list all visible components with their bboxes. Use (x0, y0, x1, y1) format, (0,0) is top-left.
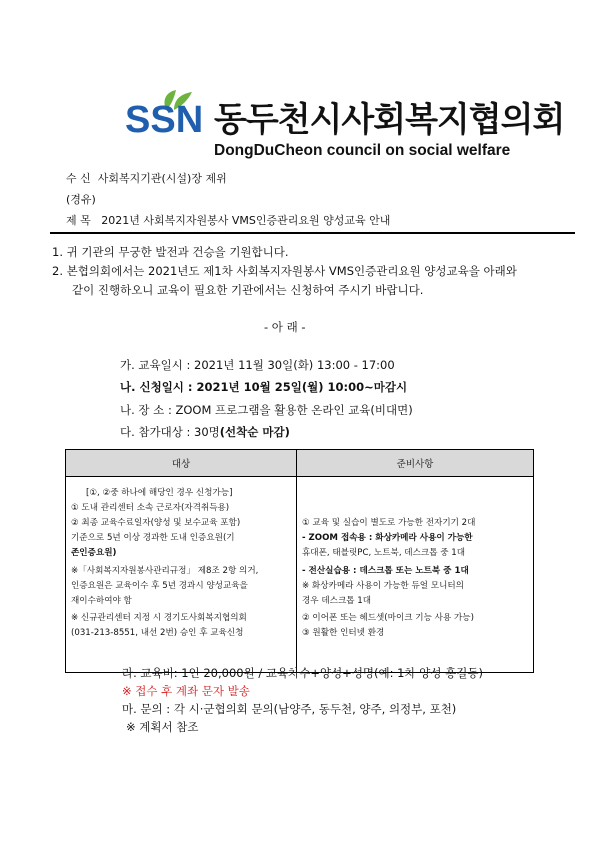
item-da-bold: (선착순 마감) (219, 425, 290, 439)
subject-value: 2021년 사회복지자원봉사 VMS인증관리요원 양성교육 안내 (101, 214, 391, 227)
target-line: ※「사회복지자원봉사관리규정」 제8조 2항 의거, (71, 566, 259, 576)
item-na-place: 나. 장 소 : ZOOM 프로그램을 활용한 온라인 교육(비대면) (120, 403, 413, 417)
requirements-table (65, 449, 534, 673)
via-row: (경유) (66, 193, 96, 206)
item-ra-note: ※ 접수 후 계좌 문자 발송 (122, 684, 250, 698)
recipient-label: 수 신 (66, 172, 91, 185)
item-na-apply: 나. 신청일시 : 2021년 10월 25일(월) 10:00~마감시 (120, 380, 408, 394)
target-line: 재이수하여야 함 (71, 596, 132, 606)
preparation-line: ② 이어폰 또는 헤드셋(마이크 기능 사용 가능) (302, 613, 474, 623)
paragraph-2-line-1: 2. 본협의회에서는 2021년도 제1차 사회복지자원봉사 VMS인증관리요원 양성교육을 아래와 (52, 264, 517, 278)
subject-label: 제 목 (66, 214, 91, 227)
target-line: ① 도내 관리센터 소속 근로자(자격취득용) (71, 503, 230, 513)
preparation-line: ※ 화상카메라 사용이 가능한 듀얼 모니터의 (302, 581, 464, 591)
logo-english-name: DongDuCheon council on social welfare (214, 142, 511, 159)
preparation-line: ③ 원활한 인터넷 환경 (302, 628, 385, 638)
preparation-line: ① 교육 및 실습이 별도로 가능한 전자기기 2대 (302, 518, 476, 528)
target-line: (031-213-8551, 내선 2번) 승인 후 교육신청 (71, 628, 244, 638)
paragraph-1: 1. 귀 기관의 무궁한 발전과 건승을 기원합니다. (52, 245, 289, 259)
header-divider (50, 232, 575, 234)
preparation-cell (297, 477, 534, 673)
item-ga: 가. 교육일시 : 2021년 11월 30일(화) 13:00 - 17:00 (120, 358, 395, 372)
target-line: 인증요원은 교육이수 후 5년 경과시 양성교육을 (71, 581, 248, 591)
logo-org-name: 동두천시사회복지협의회 (214, 100, 565, 140)
target-line: ※ 신규관리센터 지정 시 경기도사회복지협의회 (71, 613, 247, 623)
target-line: 기준으로 5년 이상 경과한 도내 인증요원(기 (71, 533, 235, 543)
subject-row (66, 214, 390, 228)
col-header-preparation: 준비사항 (297, 450, 534, 477)
paragraph-2-line-2: 같이 진행하오니 교육이 필요한 기관에서는 신청하여 주시기 바랍니다. (72, 283, 424, 297)
preparation-line: - 전산실습용 : 데스크톱 또는 노트북 중 1대 (302, 566, 469, 576)
recipient-row (66, 172, 227, 186)
item-da (120, 425, 290, 440)
preparation-line: 경우 데스크톱 1대 (302, 596, 372, 606)
item-ma: 마. 문의 : 각 시·군협의회 문의(남양주, 동두천, 양주, 의정부, 포천) (122, 702, 457, 716)
target-line: 존인증요원) (71, 548, 117, 558)
target-cell (66, 477, 297, 673)
recipient-value: 사회복지기관(시설)장 제위 (97, 172, 227, 185)
item-da-prefix: 다. 참가대상 : 30명 (120, 425, 220, 439)
preparation-line: - ZOOM 접속용 : 화상카메라 사용이 가능한 (302, 533, 473, 543)
target-line: [①, ②중 하나에 해당인 경우 신청가능] (86, 488, 233, 498)
preparation-line: 휴대폰, 태블릿PC, 노트북, 데스크톱 중 1대 (302, 548, 466, 558)
target-line: ② 최종 교육수료일자(양성 및 보수교육 포함) (71, 518, 241, 528)
table-header-row (66, 450, 534, 477)
logo-ssn: SSN (125, 99, 204, 141)
below-heading: - 아 래 - (264, 320, 306, 334)
item-ra: 라. 교육비: 1인 20,000원 / 교육차수+양성+성명(예: 1차 양성 홍길동) (122, 666, 483, 680)
col-header-target: 대상 (66, 450, 297, 477)
table-row (66, 477, 534, 673)
plan-note: ※ 계획서 참조 (126, 720, 199, 734)
